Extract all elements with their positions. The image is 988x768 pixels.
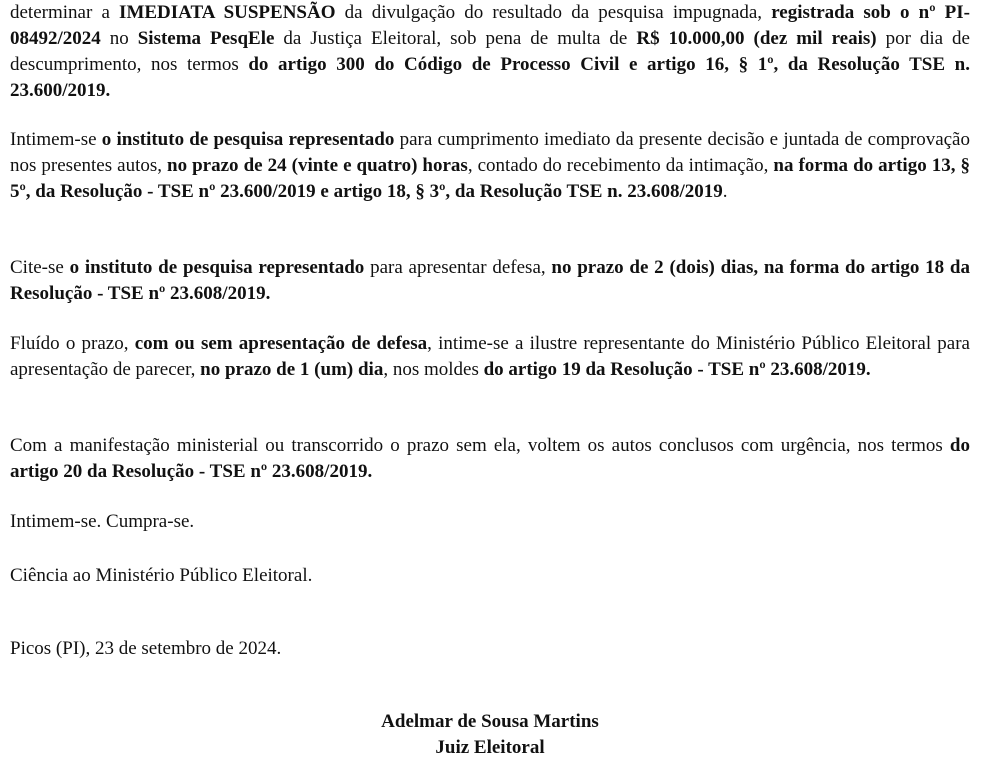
text-run: , contado do recebimento da intimação, [467,155,774,176]
judge-name: Adelmar de Sousa Martins [381,711,599,732]
bold-text-run: do artigo 20 da Resolução - TSE nº 23.608/2019. [10,435,970,482]
signature-block [0,709,980,761]
text-run: Intimem-se [10,129,102,150]
judge-title: Juiz Eleitoral [435,737,545,758]
text-run: Com a manifestação ministerial ou transcorrido o prazo sem ela, voltem os autos conclusos com urgência, nos termos [10,435,950,456]
paragraph-conclusion [10,433,970,485]
text-run: determinar a [10,2,120,23]
bold-text-run: com ou sem apresentação de defesa [134,333,428,354]
paragraph-intimem-cumpra: Intimem-se. Cumpra-se. [10,511,195,532]
bold-text-run: na forma do artigo 13, § 5º, da Resolução - TSE nº 23.600/2019 e artigo 18, § 3º, da Resolução TSE n. 23.608/2019 [10,155,971,202]
text-run: por dia de descumprimento, nos termos [10,28,970,75]
bold-text-run: no prazo de 1 (um) dia [200,359,384,380]
text-run: . [722,181,728,202]
bold-text-run: do artigo 19 da Resolução - TSE nº 23.608/2019. [483,359,871,380]
paragraph-ministry-opinion [10,331,970,383]
paragraph-citation [10,255,970,307]
text-run: , intime-se a ilustre representante do Ministério Público Eleitoral para apresentação de parecer, [10,333,970,380]
bold-text-run: R$ 10.000,00 (dez mil reais) [636,28,877,49]
place-and-date: Picos (PI), 23 de setembro de 2024. [10,638,282,659]
text-run: Cite-se [10,257,70,278]
bold-text-run: do artigo 300 do Código de Processo Civil e artigo 16, § 1º, da Resolução TSE n. 23.600/2019. [10,54,970,101]
bold-text-run: registrada sob o nº PI-08492/2024 [10,2,970,49]
paragraph-suspension-order [10,0,970,104]
text-run: para cumprimento imediato da presente decisão e juntada de comprovação nos presentes autos, [10,129,970,176]
text-run: da Justiça Eleitoral, sob pena de multa de [274,28,637,49]
paragraph-ciencia: Ciência ao Ministério Público Eleitoral. [10,565,313,586]
text-run: no [100,28,138,49]
bold-text-run: no prazo de 24 (vinte e quatro) horas [167,155,468,176]
text-run: Fluído o prazo, [10,333,135,354]
text-run: para apresentar defesa, [364,257,552,278]
bold-text-run: Sistema PesqEle [137,28,275,49]
paragraph-notification-institute [10,127,970,205]
bold-text-run: o instituto de pesquisa representado [101,129,395,150]
bold-text-run: IMEDIATA SUSPENSÃO [119,2,336,23]
text-run: da divulgação do resultado da pesquisa impugnada, [335,2,772,23]
text-run: , nos moldes [383,359,484,380]
bold-text-run: o instituto de pesquisa representado [69,257,365,278]
bold-text-run: no prazo de 2 (dois) dias, na forma do artigo 18 da Resolução - TSE nº 23.608/2019. [10,257,970,304]
